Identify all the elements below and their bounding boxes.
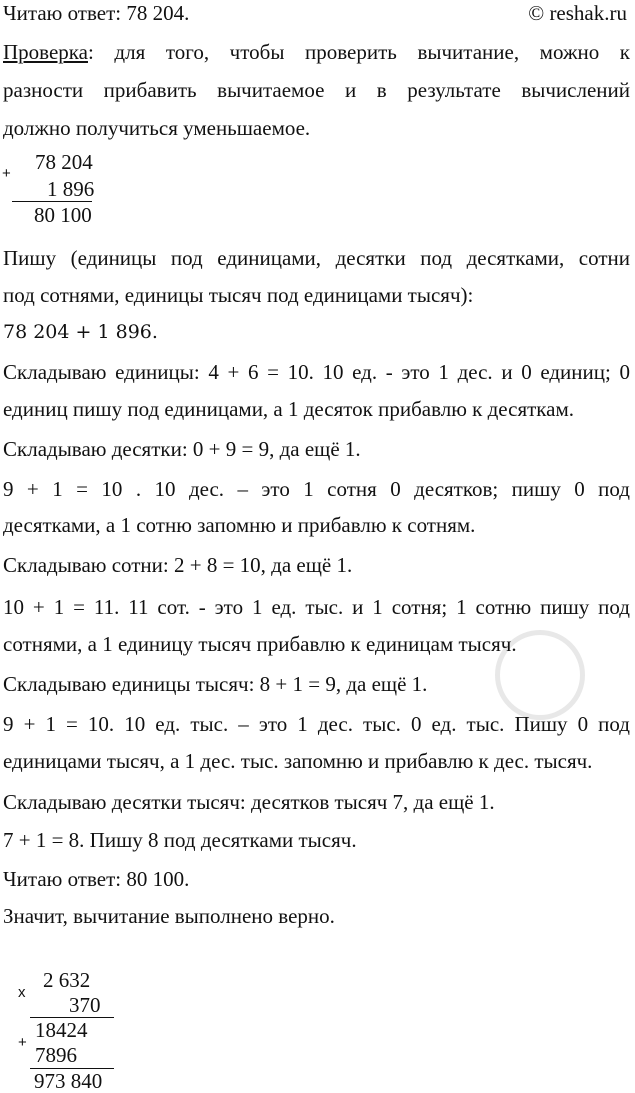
text-line-3: 78 204 + 1 896.: [3, 321, 158, 343]
plus-sign: +: [2, 165, 11, 182]
text-line-8: десятками, а 1 сотню запомню и прибавлю к сотням.: [3, 513, 476, 537]
text-line-9: Складываю сотни: 2 + 8 = 10, да ещё 1.: [3, 553, 353, 577]
text-line-5: единиц пишу под единицами, а 1 десяток прибавлю к десяткам.: [3, 397, 575, 421]
text-line-2: под сотнями, единицы тысяч под единицами тысяч):: [3, 283, 474, 307]
mul-partial-2: 7896: [35, 1043, 77, 1067]
text-line-15: Складываю десятки тысяч: десятков тысяч 7, да ещё 1.: [3, 790, 495, 814]
text-line-13: 9 + 1 = 10. 10 ед. тыс. – это 1 дес. тыс. 0 ед. тыс. Пишу 0 под: [3, 712, 630, 736]
text-line-4: Складываю единицы: 4 + 6 = 10. 10 ед. - это 1 дес. и 0 единиц; 0: [3, 360, 630, 384]
text-line-6: Складываю десятки: 0 + 9 = 9, да ещё 1.: [3, 437, 361, 461]
check-line-1: [3, 38, 630, 66]
check-line-2: разности прибавить вычитаемое и в результате вычислений: [3, 78, 630, 102]
mul-bottom: 370: [69, 993, 101, 1017]
add-bottom: 1 896: [47, 177, 95, 201]
text-line-18: Значит, вычитание выполнено верно.: [3, 904, 335, 928]
mul-top: 2 632: [43, 968, 91, 992]
mul-partial-1: 18424: [35, 1018, 88, 1042]
text-line-1: Пишу (единицы под единицами, десятки под десятками, сотни: [3, 246, 630, 270]
mul-plus-sign: +: [18, 1034, 27, 1051]
multiply-sign: x: [18, 984, 26, 1001]
text-line-14: единицами тысяч, а 1 дес. тыс. запомню и прибавлю к дес. тысяч.: [3, 749, 593, 773]
site-watermark: © reshak.ru: [528, 1, 627, 25]
text-line-11: сотнями, а 1 единицу тысяч прибавлю к единицам тысяч.: [3, 632, 517, 656]
text-line-17: Читаю ответ: 80 100.: [3, 867, 190, 891]
add-top: 78 204: [35, 150, 93, 174]
check-line-1-rest: : для того, чтобы проверить вычитание, можно к: [87, 40, 630, 64]
add-result: 80 100: [34, 203, 92, 227]
check-line-3: должно получиться уменьшаемое.: [3, 116, 311, 140]
answer-line: Читаю ответ: 78 204.: [3, 1, 190, 25]
text-line-12: Складываю единицы тысяч: 8 + 1 = 9, да ещё 1.: [3, 672, 428, 696]
text-line-10: 10 + 1 = 11. 11 сот. - это 1 ед. тыс. и 1 сотня; 1 сотню пишу под: [3, 595, 630, 619]
check-title: Проверка: [3, 40, 88, 64]
add-divider: [12, 201, 92, 202]
mul-result: 973 840: [34, 1069, 103, 1093]
text-line-7: 9 + 1 = 10 . 10 дес. – это 1 сотня 0 десятков; пишу 0 под: [3, 477, 630, 501]
text-line-16: 7 + 1 = 8. Пишу 8 под десятками тысяч.: [3, 828, 357, 852]
